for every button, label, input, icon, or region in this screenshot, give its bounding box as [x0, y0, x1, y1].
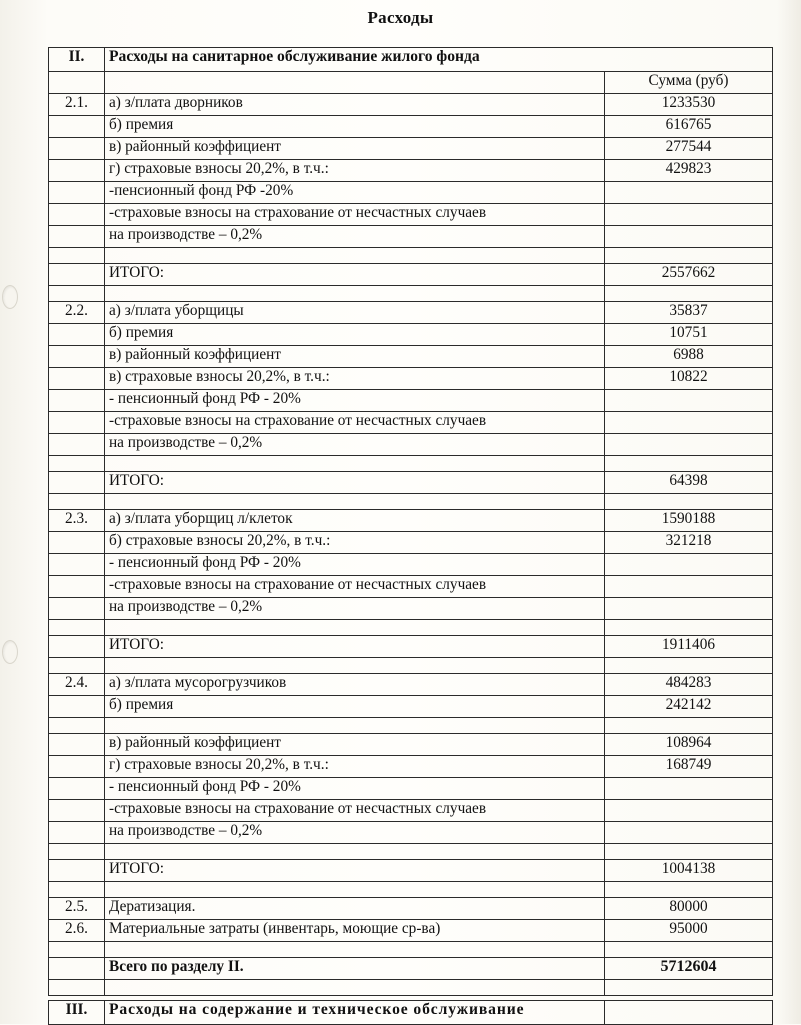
row-label: б) страховые взносы 20,2%, в т.ч.:	[105, 532, 605, 554]
row-amount: 1911406	[605, 636, 773, 658]
row-amount	[605, 822, 773, 844]
row-label: -страховые взносы на страхование от несчастных случаев	[105, 800, 605, 822]
next-section-number: III.	[49, 1001, 105, 1025]
row-amount	[605, 434, 773, 456]
row-number	[49, 456, 105, 472]
row-label: а) з/плата уборщиц л/клеток	[105, 510, 605, 532]
row-amount	[605, 658, 773, 674]
row-label: на производстве – 0,2%	[105, 598, 605, 620]
row-amount: 1004138	[605, 860, 773, 882]
table-row	[49, 920, 773, 942]
table-row	[49, 248, 773, 264]
table-row-column-header	[49, 72, 773, 94]
table-row	[49, 658, 773, 674]
row-number	[49, 182, 105, 204]
row-number	[49, 980, 105, 996]
row-amount: 1590188	[605, 510, 773, 532]
row-label: на производстве – 0,2%	[105, 434, 605, 456]
row-label: г) страховые взносы 20,2%, в т.ч.:	[105, 756, 605, 778]
row-label	[105, 980, 605, 996]
row-number	[49, 778, 105, 800]
row-label	[105, 844, 605, 860]
row-label: -пенсионный фонд РФ -20%	[105, 182, 605, 204]
expenses-table	[48, 47, 773, 996]
row-label	[105, 942, 605, 958]
row-number	[49, 160, 105, 182]
row-number: 2.4.	[49, 674, 105, 696]
table-row	[49, 696, 773, 718]
row-label	[105, 456, 605, 472]
row-number	[49, 286, 105, 302]
table-row	[49, 412, 773, 434]
table-row	[49, 800, 773, 822]
row-amount	[605, 718, 773, 734]
table-row	[49, 598, 773, 620]
row-label: г) страховые взносы 20,2%, в т.ч.:	[105, 160, 605, 182]
row-number	[49, 696, 105, 718]
row-amount: 108964	[605, 734, 773, 756]
row-amount: 5712604	[605, 958, 773, 980]
row-label: Материальные затраты (инвентарь, моющие ср-ва)	[105, 920, 605, 942]
row-number	[49, 368, 105, 390]
row-number	[49, 800, 105, 822]
row-label: - пенсионный фонд РФ - 20%	[105, 778, 605, 800]
row-number: 2.2.	[49, 302, 105, 324]
binder-hole-icon	[2, 285, 18, 309]
row-label	[105, 718, 605, 734]
table-row	[49, 204, 773, 226]
row-number	[49, 554, 105, 576]
row-label: ИТОГО:	[105, 472, 605, 494]
row-amount	[605, 226, 773, 248]
row-amount	[605, 598, 773, 620]
table-row	[49, 756, 773, 778]
row-number	[49, 822, 105, 844]
binder-hole-icon	[2, 640, 18, 664]
row-amount: 95000	[605, 920, 773, 942]
row-amount	[605, 620, 773, 636]
row-number	[49, 882, 105, 898]
table-row	[49, 576, 773, 598]
next-section-table	[48, 1000, 773, 1025]
table-row	[49, 674, 773, 696]
row-label	[105, 882, 605, 898]
row-amount	[605, 576, 773, 598]
row-amount: 616765	[605, 116, 773, 138]
table-row	[49, 160, 773, 182]
row-label: на производстве – 0,2%	[105, 226, 605, 248]
row-amount	[605, 286, 773, 302]
row-number	[49, 620, 105, 636]
row-number	[49, 138, 105, 160]
row-amount	[605, 942, 773, 958]
row-amount: 10822	[605, 368, 773, 390]
row-amount	[605, 412, 773, 434]
page-title: Расходы	[367, 8, 434, 27]
row-number	[49, 734, 105, 756]
table-row	[49, 980, 773, 996]
row-amount	[605, 248, 773, 264]
row-number	[49, 226, 105, 248]
table-row	[49, 718, 773, 734]
row-label: а) з/плата мусорогрузчиков	[105, 674, 605, 696]
table-row	[49, 958, 773, 980]
table-row	[49, 346, 773, 368]
row-label	[105, 658, 605, 674]
row-number	[49, 636, 105, 658]
row-number	[49, 958, 105, 980]
row-label: - пенсионный фонд РФ - 20%	[105, 554, 605, 576]
row-number	[49, 248, 105, 264]
row-label	[105, 286, 605, 302]
table-row-section-header	[49, 48, 773, 72]
row-amount	[605, 554, 773, 576]
row-label	[105, 248, 605, 264]
row-amount: 35837	[605, 302, 773, 324]
row-number	[49, 472, 105, 494]
row-amount: 80000	[605, 898, 773, 920]
row-amount	[605, 778, 773, 800]
row-number: 2.1.	[49, 94, 105, 116]
row-amount	[605, 390, 773, 412]
row-number	[49, 860, 105, 882]
table-row	[49, 778, 773, 800]
row-number	[49, 598, 105, 620]
table-row	[49, 226, 773, 248]
table-row	[49, 138, 773, 160]
table-row	[49, 368, 773, 390]
table-row	[49, 472, 773, 494]
row-number	[49, 494, 105, 510]
row-number	[49, 324, 105, 346]
row-label: - пенсионный фонд РФ - 20%	[105, 390, 605, 412]
row-label: в) страховые взносы 20,2%, в т.ч.:	[105, 368, 605, 390]
row-number	[49, 204, 105, 226]
table-row	[49, 734, 773, 756]
row-number: 2.6.	[49, 920, 105, 942]
section-number: II.	[49, 48, 105, 72]
row-amount: 10751	[605, 324, 773, 346]
row-amount	[605, 494, 773, 510]
row-label: -страховые взносы на страхование от несчастных случаев	[105, 412, 605, 434]
row-amount	[605, 204, 773, 226]
row-number	[49, 756, 105, 778]
row-label: в) районный коэффициент	[105, 346, 605, 368]
row-label: ИТОГО:	[105, 264, 605, 286]
row-amount: 6988	[605, 346, 773, 368]
row-label	[105, 494, 605, 510]
row-amount	[605, 980, 773, 996]
table-row	[49, 302, 773, 324]
row-number	[49, 390, 105, 412]
table-row	[49, 324, 773, 346]
row-number	[49, 412, 105, 434]
row-label: на производстве – 0,2%	[105, 822, 605, 844]
row-label: ИТОГО:	[105, 860, 605, 882]
row-number	[49, 576, 105, 598]
row-amount: 2557662	[605, 264, 773, 286]
table-row-next-section	[49, 1001, 773, 1025]
row-amount	[605, 800, 773, 822]
table-row	[49, 532, 773, 554]
row-label: -страховые взносы на страхование от несчастных случаев	[105, 204, 605, 226]
row-number	[49, 718, 105, 734]
row-label: Дератизация.	[105, 898, 605, 920]
table-row	[49, 636, 773, 658]
table-row	[49, 898, 773, 920]
empty-cell	[49, 72, 105, 94]
table-row	[49, 882, 773, 898]
row-number: 2.5.	[49, 898, 105, 920]
section-title: Расходы на санитарное обслуживание жилого фонда	[105, 48, 773, 72]
table-row	[49, 94, 773, 116]
table-row	[49, 264, 773, 286]
row-amount: 429823	[605, 160, 773, 182]
row-label: а) з/плата дворников	[105, 94, 605, 116]
row-label: б) премия	[105, 116, 605, 138]
row-number: 2.3.	[49, 510, 105, 532]
table-row	[49, 844, 773, 860]
table-row	[49, 494, 773, 510]
empty-cell	[105, 72, 605, 94]
row-label: б) премия	[105, 696, 605, 718]
row-number	[49, 434, 105, 456]
row-number	[49, 264, 105, 286]
row-amount	[605, 844, 773, 860]
row-amount	[605, 882, 773, 898]
table-row	[49, 390, 773, 412]
table-row	[49, 860, 773, 882]
empty-cell	[605, 1001, 773, 1025]
row-label: -страховые взносы на страхование от несчастных случаев	[105, 576, 605, 598]
table-row	[49, 942, 773, 958]
row-amount: 277544	[605, 138, 773, 160]
row-label: а) з/плата уборщицы	[105, 302, 605, 324]
table-row	[49, 286, 773, 302]
row-number	[49, 658, 105, 674]
row-label: б) премия	[105, 324, 605, 346]
row-label	[105, 620, 605, 636]
sum-column-header: Сумма (руб)	[605, 72, 773, 94]
row-label: ИТОГО:	[105, 636, 605, 658]
table-row	[49, 456, 773, 472]
row-number	[49, 942, 105, 958]
row-amount: 484283	[605, 674, 773, 696]
table-row	[49, 510, 773, 532]
row-amount	[605, 182, 773, 204]
table-row	[49, 620, 773, 636]
row-number	[49, 116, 105, 138]
row-number	[49, 844, 105, 860]
row-label: Всего по разделу II.	[105, 958, 605, 980]
table-row	[49, 554, 773, 576]
next-section-title: Расходы на содержание и техническое обслуживание	[105, 1001, 605, 1025]
table-row	[49, 822, 773, 844]
row-label: в) районный коэффициент	[105, 138, 605, 160]
row-number	[49, 346, 105, 368]
row-amount: 64398	[605, 472, 773, 494]
table-row	[49, 116, 773, 138]
row-amount: 242142	[605, 696, 773, 718]
row-number	[49, 532, 105, 554]
row-label: в) районный коэффициент	[105, 734, 605, 756]
table-row	[49, 182, 773, 204]
row-amount: 321218	[605, 532, 773, 554]
row-amount	[605, 456, 773, 472]
row-amount: 168749	[605, 756, 773, 778]
row-amount: 1233530	[605, 94, 773, 116]
table-row	[49, 434, 773, 456]
